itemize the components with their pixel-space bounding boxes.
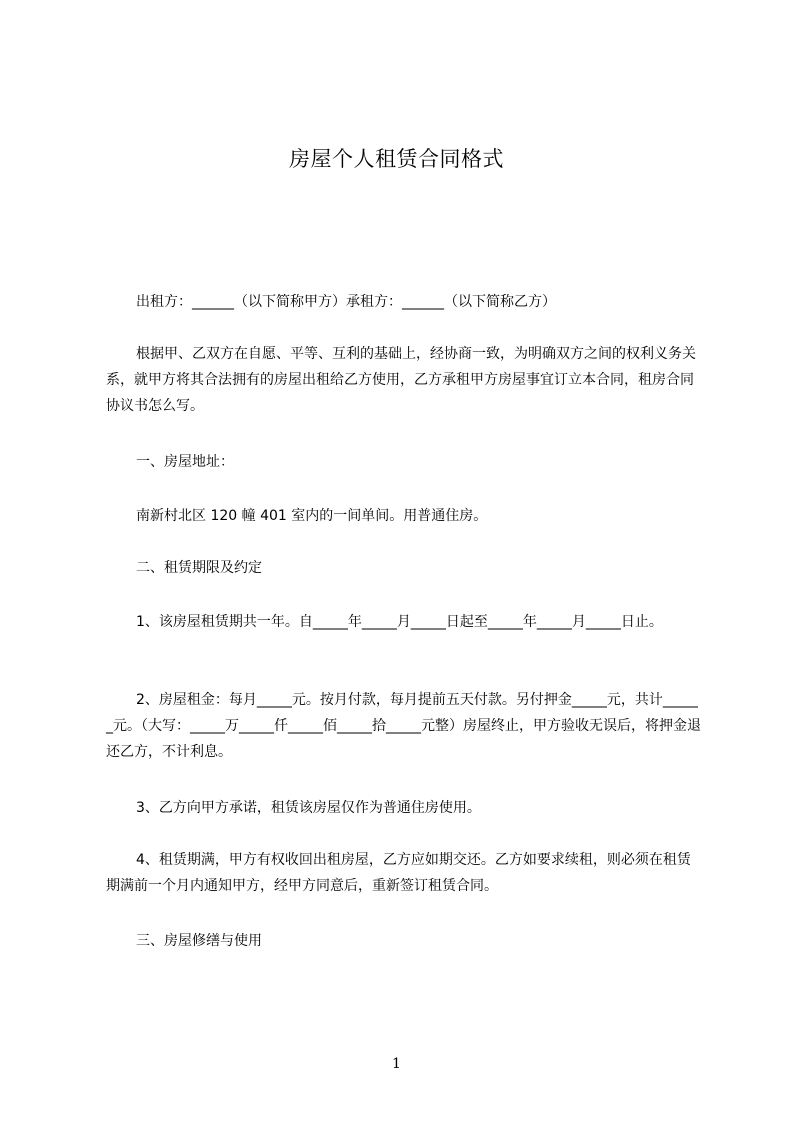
preamble-paragraph: 根据甲、乙双方在自愿、平等、互利的基础上，经协商一致，为明确双方之间的权利义务关系，就甲方将其合法拥有的房屋出租给乙方使用，乙方承租甲方房屋事宜订立本合同，租房合同协议书怎么写。 [106, 346, 696, 414]
address-paragraph: 南新村北区 120 幢 401 室内的一间单间。用普通住房。 [136, 508, 488, 524]
clause-rent-deposit: 2、房屋租金：每月_____元。按月付款，每月提前五天付款。另付押金_____元，共计______元。（大写：_____万_____仟_____佰_____拾_____元整）房屋终止，甲方验收无误后，将押金退还乙方，不计利息。 [106, 692, 701, 760]
section-heading-address: 一、房屋地址： [136, 454, 234, 470]
document-title: 房屋个人租赁合同格式 [289, 147, 504, 171]
clause-renewal: 4、租赁期满，甲方有权收回出租房屋，乙方应如期交还。乙方如要求续租，则必须在租赁期满前一个月内通知甲方，经甲方同意后，重新签订租赁合同。 [106, 852, 691, 894]
section-heading-term: 二、租赁期限及约定 [136, 560, 262, 576]
clause-usage-promise: 3、乙方向甲方承诺，租赁该房屋仅作为普通住房使用。 [136, 800, 481, 816]
page-number: 1 [392, 1056, 401, 1072]
clause-term-period: 1、该房屋租赁期共一年。自_____年_____月_____日起至_____年_____月_____日止。 [136, 614, 663, 630]
parties-line: 出租方：______（以下简称甲方）承租方：______（以下简称乙方） [136, 294, 556, 310]
section-heading-repair: 三、房屋修缮与使用 [136, 933, 262, 949]
